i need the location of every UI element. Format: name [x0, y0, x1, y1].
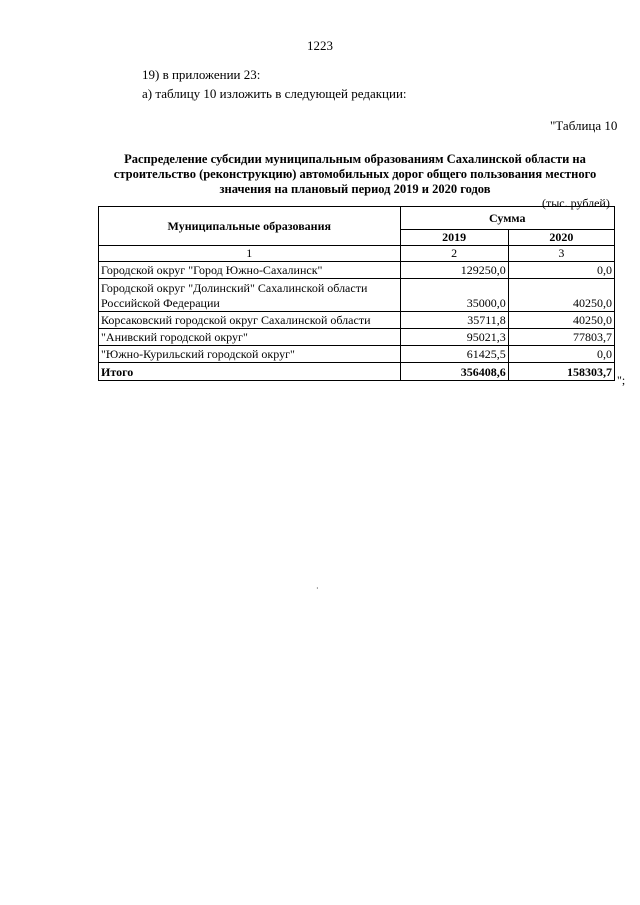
total-row: [99, 363, 615, 381]
index-cell: 2: [400, 246, 508, 262]
page-number: 1223: [307, 38, 333, 53]
value-2019: 129250,0: [400, 262, 508, 279]
header-sum: Сумма: [400, 207, 614, 230]
intro-line-1: 19) в приложении 23:: [142, 67, 261, 82]
value-2019: 95021,3: [400, 329, 508, 346]
scan-dot: ·: [316, 584, 319, 593]
document-title: Распределение субсидии муниципальным образованиям Сахалинской области на строительство (реконструкцию) автомобильных дорог общего пользования местного значения на плановый период 2019 и 2020 годов: [113, 152, 597, 196]
municipality-name: Городской округ "Долинский" Сахалинской области Российской Федерации: [99, 279, 401, 312]
municipality-name: "Анивский городской округ": [99, 329, 401, 346]
subsidy-table: [98, 206, 615, 381]
value-2019: 61425,5: [400, 346, 508, 363]
units-label: (тыс. рублей): [542, 196, 610, 210]
value-2020: 40250,0: [508, 279, 614, 312]
total-label: Итого: [99, 363, 401, 381]
total-2020: 158303,7: [508, 363, 614, 381]
index-row: [99, 246, 615, 262]
table-row: [99, 312, 615, 329]
municipality-name: Корсаковский городской округ Сахалинской области: [99, 312, 401, 329]
closing-quote: ";: [617, 373, 626, 387]
header-row: [99, 207, 615, 230]
index-cell: 1: [99, 246, 401, 262]
table-reference: "Таблица 10: [550, 118, 618, 133]
header-year-2020: 2020: [508, 230, 614, 246]
table-row: [99, 346, 615, 363]
value-2020: 77803,7: [508, 329, 614, 346]
header-year-2019: 2019: [400, 230, 508, 246]
table-row: [99, 262, 615, 279]
index-cell: 3: [508, 246, 614, 262]
municipality-name: Городской округ "Город Южно-Сахалинск": [99, 262, 401, 279]
value-2020: 40250,0: [508, 312, 614, 329]
municipality-name: "Южно-Курильский городской округ": [99, 346, 401, 363]
table-row: [99, 279, 615, 312]
intro-line-2: а) таблицу 10 изложить в следующей редакции:: [142, 86, 407, 101]
value-2019: 35711,8: [400, 312, 508, 329]
total-2019: 356408,6: [400, 363, 508, 381]
value-2020: 0,0: [508, 262, 614, 279]
header-municipalities: Муниципальные образования: [99, 207, 401, 246]
table-row: [99, 329, 615, 346]
value-2019: 35000,0: [400, 279, 508, 312]
value-2020: 0,0: [508, 346, 614, 363]
